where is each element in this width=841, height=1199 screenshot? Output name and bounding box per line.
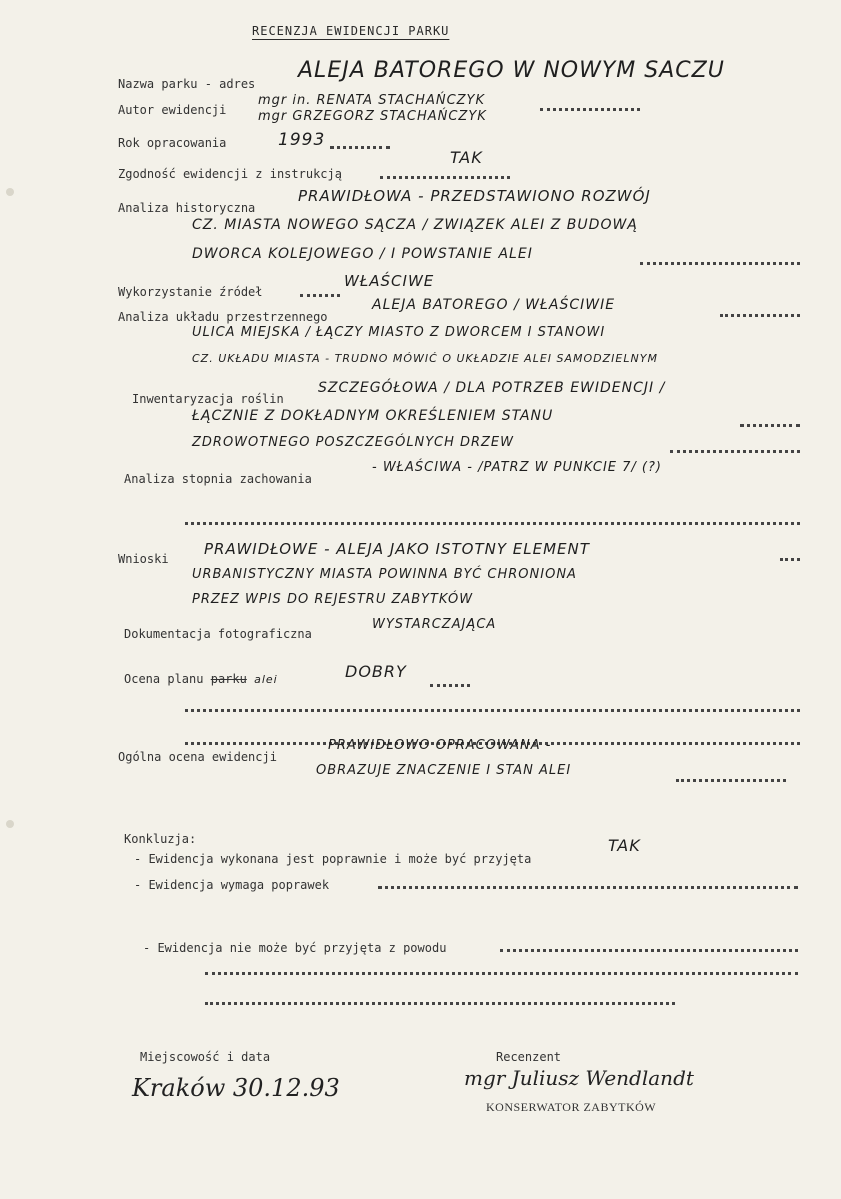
- place-date-value: Kraków 30.12.93: [132, 1074, 340, 1102]
- park-name-label: Nazwa parku - adres: [118, 77, 256, 91]
- dotted-line: [205, 968, 798, 975]
- dotted-line: [300, 290, 340, 297]
- plan-rating-label: [124, 672, 278, 686]
- dotted-line: [330, 142, 390, 149]
- overall-rating-line-2: OBRAZUJE ZNACZENIE I STAN ALEI: [316, 763, 572, 778]
- author-value-2: mgr GRZEGORZ STACHAŃCZYK: [258, 109, 487, 124]
- dotted-line: [740, 420, 800, 427]
- compliance-label: Zgodność ewidencji z instrukcją: [118, 167, 342, 181]
- conclusion-option-accepted: - Ewidencja wykonana jest poprawnie i może być przyjęta: [134, 852, 532, 866]
- spatial-analysis-label: Analiza układu przestrzennego: [118, 310, 328, 324]
- overall-rating-line-1: PRAWIDŁOWO OPRACOWANA -: [328, 738, 552, 753]
- plan-rating-label-added: alei: [254, 673, 278, 686]
- dotted-line: [430, 680, 470, 687]
- form-title: RECENZJA EWIDENCJI PARKU: [252, 24, 450, 38]
- historical-analysis-line-2: CZ. MIASTA NOWEGO SĄCZA / ZWIĄZEK ALEI Z BUDOWĄ: [192, 217, 638, 233]
- author-label: Autor ewidencji: [118, 103, 227, 117]
- conclusions-line-2: URBANISTYCZNY MIASTA POWINNA BYĆ CHRONIONA: [192, 567, 577, 582]
- conclusion-title: Konkluzja:: [124, 832, 197, 846]
- plant-inventory-line-1: SZCZEGÓŁOWA / DLA POTRZEB EWIDENCJI /: [318, 380, 666, 396]
- punch-hole: [6, 820, 14, 828]
- sources-value: WŁAŚCIWE: [344, 272, 435, 290]
- plant-inventory-label: Inwentaryzacja roślin: [132, 392, 284, 406]
- historical-analysis-label: Analiza historyczna: [118, 201, 256, 215]
- preservation-label: Analiza stopnia zachowania: [124, 472, 312, 486]
- plan-rating-label-struck: parku: [210, 672, 247, 686]
- conclusion-option-accepted-mark: TAK: [608, 836, 641, 855]
- historical-analysis-line-1: PRAWIDŁOWA - PRZEDSTAWIONO ROZWÓJ: [298, 187, 651, 205]
- conclusion-option-rejected: - Ewidencja nie może być przyjęta z powodu: [143, 941, 447, 955]
- dotted-line: [640, 258, 800, 265]
- conclusions-line-3: PRZEZ WPIS DO REJESTRU ZABYTKÓW: [192, 592, 474, 607]
- place-date-label: Miejscowość i data: [140, 1050, 271, 1064]
- historical-analysis-line-3: DWORCA KOLEJOWEGO / I POWSTANIE ALEI: [192, 246, 533, 262]
- dotted-line: [780, 554, 800, 561]
- park-name-value: ALEJA BATOREGO W NOWYM SACZU: [298, 58, 725, 83]
- plan-rating-label-prefix: Ocena planu: [124, 672, 204, 686]
- dotted-line: [540, 104, 640, 111]
- dotted-line: [378, 882, 798, 889]
- reviewer-stamp: KONSERWATOR ZABYTKÓW: [486, 1100, 657, 1114]
- dotted-line: [500, 945, 798, 952]
- conclusion-option-needs-corrections: - Ewidencja wymaga poprawek: [134, 878, 330, 892]
- year-value: 1993: [278, 130, 326, 150]
- photo-documentation-label: Dokumentacja fotograficzna: [124, 627, 312, 641]
- dotted-line: [670, 446, 800, 453]
- year-label: Rok opracowania: [118, 136, 227, 150]
- plant-inventory-line-2: ŁĄCZNIE Z DOKŁADNYM OKREŚLENIEM STANU: [192, 408, 554, 424]
- plan-rating-value: DOBRY: [345, 662, 407, 681]
- plant-inventory-line-3: ZDROWOTNEGO POSZCZEGÓLNYCH DRZEW: [192, 435, 514, 450]
- dotted-line: [205, 998, 675, 1005]
- dotted-line: [676, 775, 786, 782]
- dotted-line: [185, 705, 800, 712]
- dotted-line: [185, 518, 800, 525]
- conclusions-line-1: PRAWIDŁOWE - ALEJA JAKO ISTOTNY ELEMENT: [204, 540, 590, 558]
- dotted-line: [720, 310, 800, 317]
- photo-documentation-value: WYSTARCZAJĄCA: [372, 617, 497, 632]
- reviewer-label: Recenzent: [496, 1050, 562, 1064]
- sources-label: Wykorzystanie źródeł: [118, 285, 263, 299]
- preservation-value: - WŁAŚCIWA - /PATRZ W PUNKCIE 7/ (?): [372, 460, 662, 475]
- spatial-analysis-line-3: CZ. UKŁADU MIASTA - TRUDNO MÓWIĆ O UKŁADZIE ALEI SAMODZIELNYM: [192, 352, 658, 365]
- dotted-line: [380, 172, 510, 179]
- compliance-value: TAK: [450, 148, 483, 167]
- conclusions-label: Wnioski: [118, 552, 169, 566]
- overall-rating-label: Ogólna ocena ewidencji: [118, 750, 277, 764]
- punch-hole: [6, 188, 14, 196]
- reviewer-signature: mgr Juliusz Wendlandt: [464, 1066, 694, 1090]
- author-value-1: mgr in. RENATA STACHAŃCZYK: [258, 93, 486, 108]
- spatial-analysis-line-2: ULICA MIEJSKA / ŁĄCZY MIASTO Z DWORCEM I STANOWI: [192, 325, 606, 340]
- spatial-analysis-line-1: ALEJA BATOREGO / WŁAŚCIWIE: [372, 297, 616, 313]
